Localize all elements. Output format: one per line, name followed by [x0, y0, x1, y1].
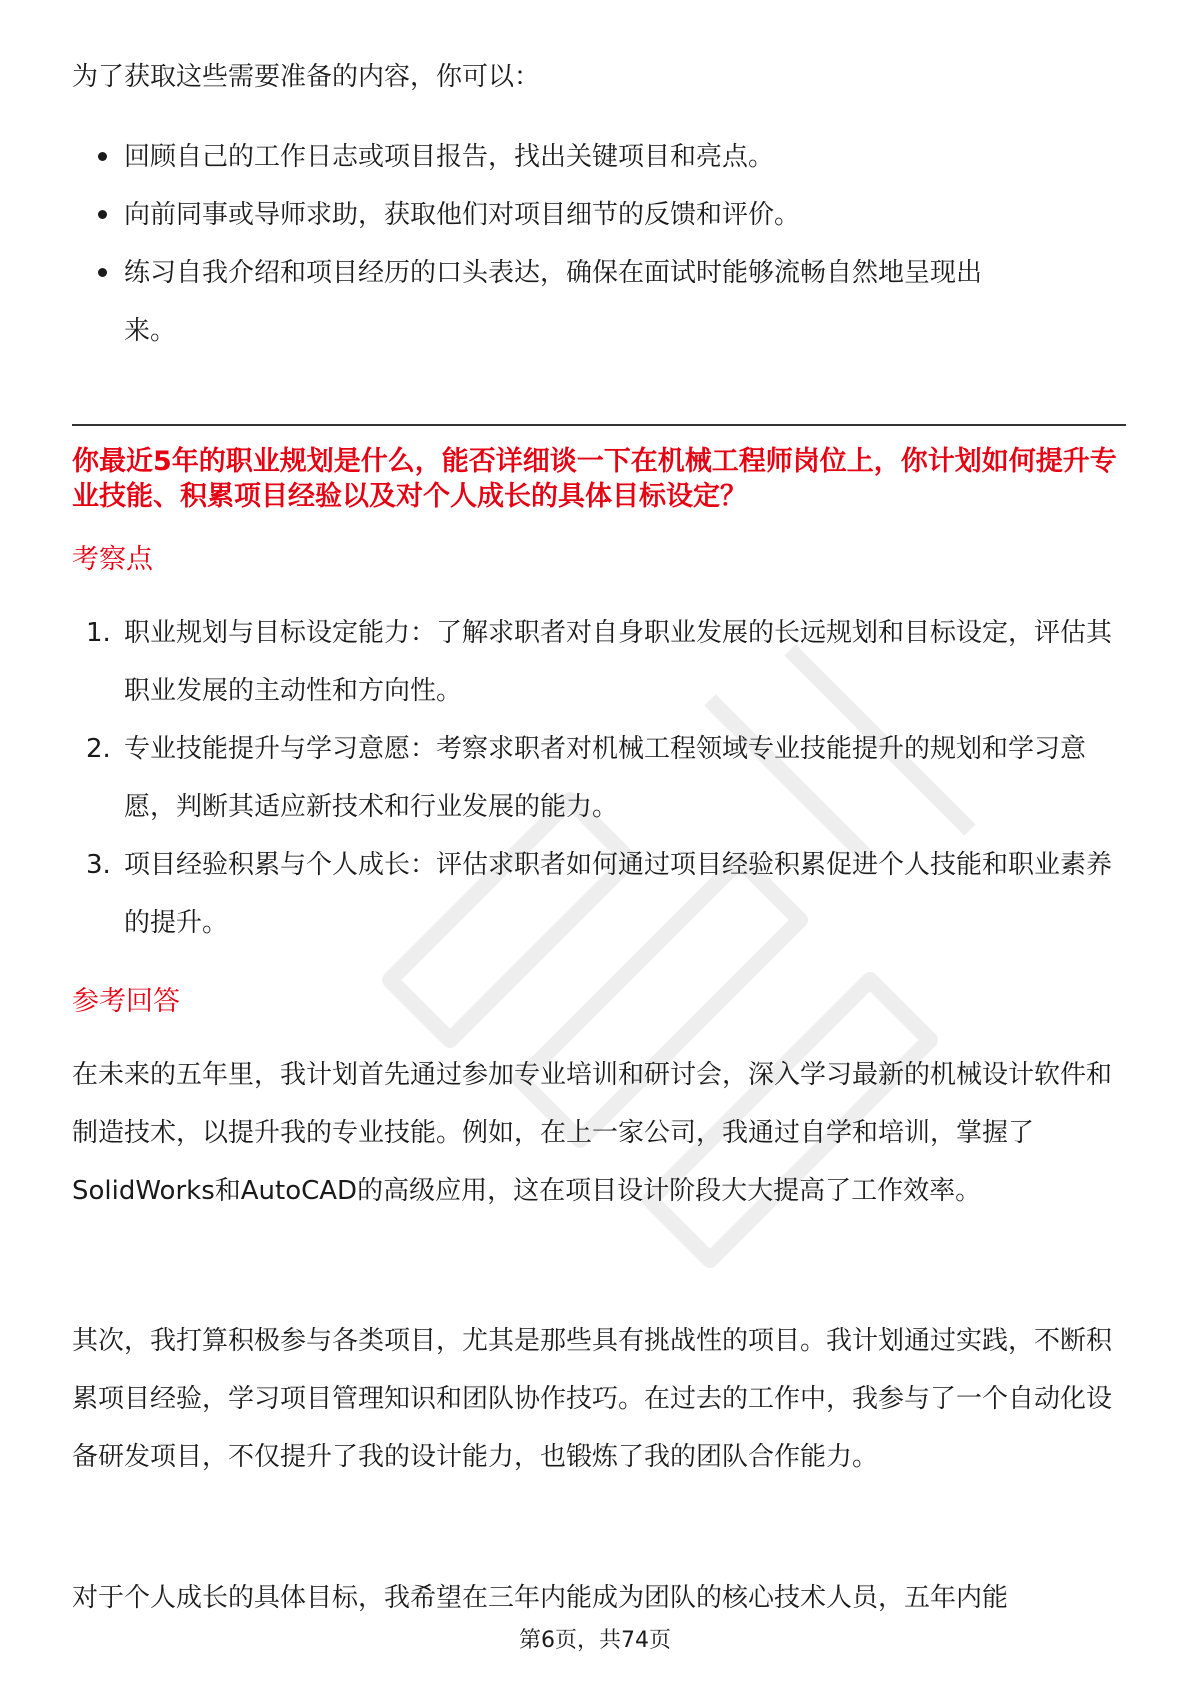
list-number: 2.: [86, 734, 111, 764]
bullet-icon: [98, 210, 107, 219]
assessment-title: 考察点: [72, 544, 153, 575]
list-item: [72, 604, 1122, 720]
intro-text: 为了获取这些需要准备的内容，你可以：: [72, 62, 541, 92]
section-divider: [72, 424, 1126, 426]
prep-list: [72, 128, 1122, 360]
interview-question: 你最近5年的职业规划是什么，能否详细谈一下在机械工程师岗位上，你计划如何提升专业技能、积累项目经验以及对个人成长的具体目标设定？: [72, 446, 1117, 512]
list-item: [72, 836, 1122, 952]
list-item-text: 回顾自己的工作日志或项目报告，找出关键项目和亮点。: [124, 142, 775, 172]
list-item-text: 练习自我介绍和项目经历的口头表达，确保在面试时能够流畅自然地呈现出来。: [124, 258, 983, 346]
assessment-list: [72, 604, 1122, 952]
list-item: [72, 720, 1122, 836]
list-item-text: 向前同事或导师求助，获取他们对项目细节的反馈和评价。: [124, 200, 801, 230]
answer-paragraph: 在未来的五年里，我计划首先通过参加专业培训和研讨会，深入学习最新的机械设计软件和制造技术，以提升我的专业技能。例如，在上一家公司，我通过自学和培训，掌握了SolidWorks和AutoCAD的高级应用，这在项目设计阶段大大提高了工作效率。: [72, 1060, 1113, 1206]
answer-title: 参考回答: [72, 986, 180, 1017]
list-item: [72, 186, 1122, 244]
list-number: 3.: [86, 850, 111, 880]
list-item: [72, 128, 1122, 186]
page-number: 第6页，共74页: [519, 1628, 671, 1653]
list-item: [72, 244, 1122, 360]
list-item-text: 专业技能提升与学习意愿：考察求职者对机械工程领域专业技能提升的规划和学习意愿，判断其适应新技术和行业发展的能力。: [124, 734, 1087, 822]
list-item-text: 项目经验积累与个人成长：评估求职者如何通过项目经验积累促进个人技能和职业素养的提升。: [124, 850, 1113, 938]
list-number: 1.: [86, 618, 111, 648]
answer-paragraph: 其次，我打算积极参与各类项目，尤其是那些具有挑战性的项目。我计划通过实践，不断积累项目经验，学习项目管理知识和团队协作技巧。在过去的工作中，我参与了一个自动化设备研发项目，不仅提升了我的设计能力，也锻炼了我的团队合作能力。: [72, 1326, 1113, 1472]
answer-paragraph: 对于个人成长的具体目标，我希望在三年内能成为团队的核心技术人员，五年内能: [72, 1583, 1009, 1613]
list-item-text: 职业规划与目标设定能力：了解求职者对自身职业发展的长远规划和目标设定，评估其职业发展的主动性和方向性。: [124, 618, 1113, 706]
bullet-icon: [98, 152, 107, 161]
bullet-icon: [98, 268, 107, 277]
